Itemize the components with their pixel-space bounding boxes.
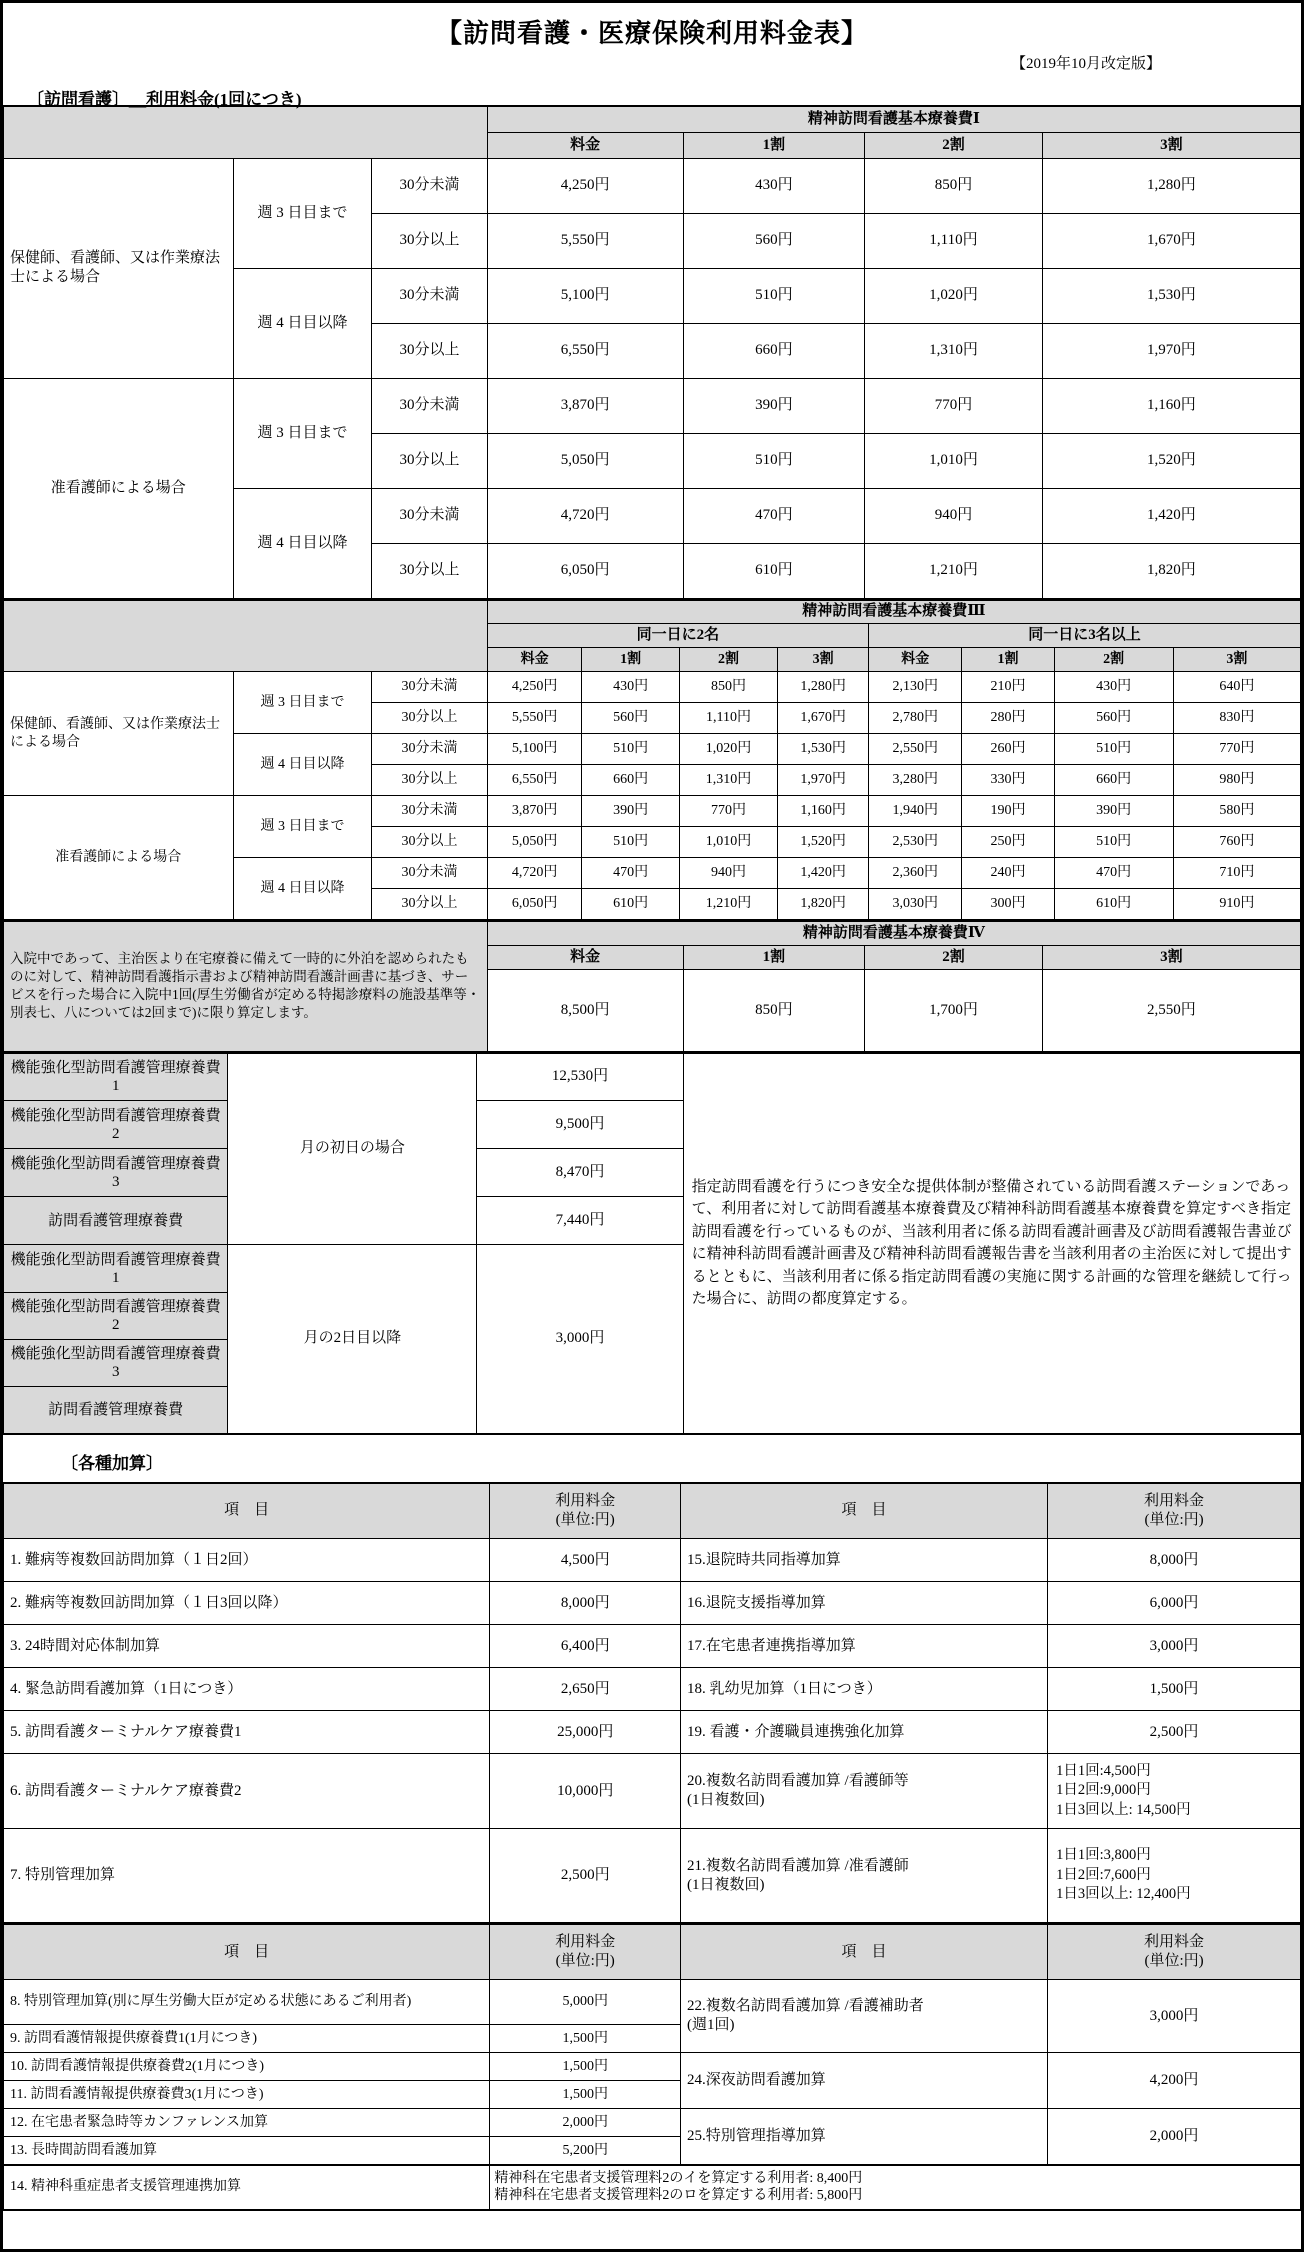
price-cell: 1,820円 [1042,543,1300,598]
item-price-cell [1048,1829,1301,1924]
mgmt-note-cell: 指定訪問看護を行うにつき安全な提供体制が整備されている訪問看護ステーションであって、利用者に対して訪問看護基本療養費及び精神科訪問看護基本療養費を算定すべき指定訪問看護を行っているものが、当該利用者に係る訪問看護計画書及び訪問看護報告書並びに精神科訪問看護計画書及び精神科訪問看護報告書を当該利用者の主治医に対して提出するとともに、当該利用者に係る指定訪問看護の実施に関する計画的な管理を継続して行った場合に、訪問の都度算定する。 [683,1053,1300,1434]
price-cell: 1,970円 [778,765,869,796]
price-cell: 1,010円 [679,827,778,858]
visit-fee-heading: 〔訪問看護〕＿利用料金(1回につき) [27,90,302,109]
price-cell: 300円 [962,889,1054,920]
price-cell: 510円 [582,734,679,765]
price-header-line1: 利用料金 [1144,1493,1205,1509]
price-cell: 6,550円 [487,765,582,796]
item-price-cell: 4,500円 [490,1539,681,1582]
duration-label: 30分以上 [372,703,487,734]
item-price-cell: 1,500円 [490,2081,681,2109]
price-cell: 6,050円 [487,889,582,920]
price-cell: 770円 [865,378,1043,433]
price-cell: 660円 [1054,765,1173,796]
price-cell: 3,870円 [487,378,683,433]
item-price-cell: 2,650円 [490,1668,681,1711]
price-cell: 190円 [962,796,1054,827]
item-name-cell: 1. 難病等複数回訪問加算（１日2回） [4,1539,490,1582]
price-header-line2: (単位:円) [1144,1511,1204,1528]
week-label: 週 3 日目まで [233,672,372,734]
price-cell: 6,550円 [487,323,683,378]
mgmt-period-label: 月の2日目以降 [228,1245,477,1434]
item-price-cell: 2,500円 [1048,1711,1301,1754]
kasan-heading: 〔各種加算〕 [61,1453,163,1473]
price-cell: 9,500円 [477,1101,683,1149]
price-cell: 2,780円 [869,703,962,734]
price-cell: 760円 [1173,827,1300,858]
price-cell: 510円 [582,827,679,858]
price-cell: 2,360円 [869,858,962,889]
price-cell: 510円 [1054,734,1173,765]
item-name-cell: 10. 訪問看護情報提供療養費2(1月につき) [4,2053,490,2081]
price-header-line2: (単位:円) [555,1511,615,1528]
table-seishin-4 [3,920,1301,1052]
price-cell: 510円 [1054,827,1173,858]
column-header-10pct: 1割 [962,648,1054,672]
price-line: 精神科在宅患者支援管理料2のイを算定する利用者: 8,400円 [494,2170,863,2186]
item-name-cell: 25.特別管理指導加算 [681,2109,1048,2165]
item-name-cell: 24.深夜訪問看護加算 [681,2053,1048,2109]
item-name-line: 22.複数名訪問看護加算 /看護補助者 [687,1998,924,2015]
price-cell: 430円 [1054,672,1173,703]
item-name-cell: 13. 長時間訪問看護加算 [4,2137,490,2165]
item-name-cell: 7. 特別管理加算 [4,1829,490,1924]
price-cell: 1,670円 [778,703,869,734]
price-cell: 1,530円 [778,734,869,765]
price-cell: 710円 [1173,858,1300,889]
price-cell: 1,520円 [1042,433,1300,488]
corner-blank-cell [4,600,488,672]
column-header-20pct: 2割 [1054,648,1173,672]
mgmt-label: 訪問看護管理療養費 [4,1387,228,1434]
price-cell: 910円 [1173,889,1300,920]
item-price-cell: 25,000円 [490,1711,681,1754]
price-cell: 1,020円 [679,734,778,765]
price-cell: 4,720円 [487,488,683,543]
price-cell: 1,010円 [865,433,1043,488]
duration-label: 30分未満 [372,734,487,765]
price-cell: 830円 [1173,703,1300,734]
column-header-20pct: 2割 [865,132,1043,158]
item-name-cell: 8. 特別管理加算(別に厚生労働大臣が定める状態にあるご利用者) [4,1980,490,2025]
duration-label: 30分以上 [372,889,487,920]
price-cell: 1,160円 [778,796,869,827]
price-cell: 1,210円 [679,889,778,920]
item-column-header: 項 目 [4,1924,490,1980]
price-cell: 850円 [679,672,778,703]
price-cell: 2,530円 [869,827,962,858]
staff-label: 保健師、看護師、又は作業療法士による場合 [4,158,234,378]
item-price-cell: 6,400円 [490,1625,681,1668]
item-price-cell: 2,000円 [1048,2109,1301,2165]
price-cell: 260円 [962,734,1054,765]
item-name-cell [681,1829,1048,1924]
price-cell: 8,500円 [487,969,683,1051]
column-header-30pct: 3割 [778,648,869,672]
price-cell: 1,420円 [1042,488,1300,543]
price-cell: 980円 [1173,765,1300,796]
price-cell: 610円 [1054,889,1173,920]
table-seishin-1 [3,105,1301,599]
price-cell: 12,530円 [477,1053,683,1101]
mgmt-label: 機能強化型訪問看護管理療養費1 [4,1053,228,1101]
item-name-cell: 18. 乳幼児加算（1日につき） [681,1668,1048,1711]
item-name-cell: 3. 24時間対応体制加算 [4,1625,490,1668]
price-cell: 1,530円 [1042,268,1300,323]
price-cell: 3,870円 [487,796,582,827]
duration-label: 30分以上 [372,213,487,268]
item-price-cell: 8,000円 [490,1582,681,1625]
price-cell: 1,520円 [778,827,869,858]
price-cell: 510円 [683,433,865,488]
price-line: 精神科在宅患者支援管理料2のロを算定する利用者: 5,800円 [494,2188,863,2203]
price-cell: 510円 [683,268,865,323]
item-price-cell: 5,200円 [490,2137,681,2165]
price-cell: 1,310円 [865,323,1043,378]
item-name-cell [681,1980,1048,2053]
price-cell: 2,130円 [869,672,962,703]
price-cell: 470円 [683,488,865,543]
price-cell: 1,280円 [778,672,869,703]
duration-label: 30分未満 [372,378,487,433]
price-cell: 660円 [582,765,679,796]
price-cell: 7,440円 [477,1197,683,1245]
item-name-line: 20.複数名訪問看護加算 /看護師等 [687,1773,909,1790]
price-cell: 940円 [865,488,1043,543]
item-price-cell: 3,000円 [1048,1625,1301,1668]
price-cell: 210円 [962,672,1054,703]
price-line: 1日3回以上: 14,500円 [1056,1801,1191,1818]
item-name-cell: 6. 訪問看護ターミナルケア療養費2 [4,1754,490,1829]
item-name-cell [681,1754,1048,1829]
staff-label: 保健師、看護師、又は作業療法士による場合 [4,672,234,796]
table-seishin-3 [3,599,1301,921]
item-name-line: 21.複数名訪問看護加算 /准看護師 [687,1857,909,1874]
price-cell: 1,700円 [865,969,1043,1051]
price-cell: 1,110円 [865,213,1043,268]
column-header-10pct: 1割 [582,648,679,672]
item-price-cell: 3,000円 [1048,1980,1301,2053]
week-label: 週 4 日目以降 [233,488,372,598]
corner-blank-cell [4,106,488,158]
table-title: 精神訪問看護基本療養費Ⅲ [487,600,1300,624]
mgmt-label: 機能強化型訪問看護管理療養費3 [4,1149,228,1197]
mgmt-label: 訪問看護管理療養費 [4,1197,228,1245]
item-price-cell: 8,000円 [1048,1539,1301,1582]
price-column-header [1048,1483,1301,1539]
price-cell: 1,820円 [778,889,869,920]
week-label: 週 3 日目まで [233,158,372,268]
price-cell: 5,050円 [487,827,582,858]
group-header-two: 同一日に2名 [487,624,868,648]
week-label: 週 4 日目以降 [233,268,372,378]
price-cell: 770円 [1173,734,1300,765]
price-cell: 6,050円 [487,543,683,598]
column-header-10pct: 1割 [683,132,865,158]
duration-label: 30分未満 [372,268,487,323]
item-price-cell: 6,000円 [1048,1582,1301,1625]
price-cell: 5,550円 [487,213,683,268]
price-cell: 850円 [683,969,865,1051]
table-title: 精神訪問看護基本療養費Ⅳ [487,921,1300,945]
item-name-cell: 19. 看護・介護職員連携強化加算 [681,1711,1048,1754]
price-cell: 850円 [865,158,1043,213]
item-name-cell: 11. 訪問看護情報提供療養費3(1月につき) [4,2081,490,2109]
price-cell: 1,970円 [1042,323,1300,378]
week-label: 週 3 日目まで [233,378,372,488]
price-header-line1: 利用料金 [555,1934,616,1951]
column-header-fee: 料金 [487,945,683,969]
revision-note: 【2019年10月改定版】 [1010,56,1161,72]
price-cell: 1,210円 [865,543,1043,598]
price-cell: 5,100円 [487,734,582,765]
price-cell: 430円 [582,672,679,703]
item-name-cell: 16.退院支援指導加算 [681,1582,1048,1625]
price-cell: 5,550円 [487,703,582,734]
week-label: 週 3 日目まで [233,796,372,858]
item-column-header: 項 目 [681,1483,1048,1539]
item-price-cell: 1,500円 [490,2025,681,2053]
duration-label: 30分未満 [372,158,487,213]
item-price-cell: 4,200円 [1048,2053,1301,2109]
column-header-fee: 料金 [487,648,582,672]
item-price-cell: 2,000円 [490,2109,681,2137]
price-cell: 4,250円 [487,672,582,703]
column-header-fee: 料金 [487,132,683,158]
price-cell: 560円 [1054,703,1173,734]
price-line: 1日3回以上: 12,400円 [1056,1886,1191,1903]
price-cell: 1,110円 [679,703,778,734]
duration-label: 30分以上 [372,543,487,598]
mgmt-label: 機能強化型訪問看護管理療養費1 [4,1245,228,1293]
page-title: 【訪問看護・医療保険利用料金表】 [435,19,868,48]
price-cell: 3,030円 [869,889,962,920]
column-header-30pct: 3割 [1042,945,1300,969]
price-cell: 430円 [683,158,865,213]
item-column-header: 項 目 [681,1924,1048,1980]
mgmt-label: 機能強化型訪問看護管理療養費2 [4,1293,228,1340]
price-cell: 470円 [1054,858,1173,889]
price-cell: 280円 [962,703,1054,734]
price-header-line1: 利用料金 [555,1493,616,1509]
item-price-cell: 5,000円 [490,1980,681,2025]
price-cell: 240円 [962,858,1054,889]
price-column-header [490,1483,681,1539]
item-name-cell: 2. 難病等複数回訪問加算（１日3回以降） [4,1582,490,1625]
item-name-cell: 17.在宅患者連携指導加算 [681,1625,1048,1668]
item-price-cell: 1,500円 [490,2053,681,2081]
duration-label: 30分以上 [372,827,487,858]
price-cell: 610円 [683,543,865,598]
price-column-header [490,1924,681,1980]
column-header-30pct: 3割 [1042,132,1300,158]
item-name-cell: 12. 在宅患者緊急時等カンファレンス加算 [4,2109,490,2137]
price-cell: 560円 [582,703,679,734]
item-name-cell: 9. 訪問看護情報提供療養費1(1月につき) [4,2025,490,2053]
price-cell: 1,020円 [865,268,1043,323]
week-label: 週 4 日目以降 [233,734,372,796]
price-cell: 2,550円 [1042,969,1300,1051]
duration-label: 30分未満 [372,488,487,543]
duration-label: 30分未満 [372,858,487,889]
price-cell: 3,000円 [477,1245,683,1434]
price-cell: 390円 [582,796,679,827]
mgmt-period-label: 月の初日の場合 [228,1053,477,1245]
price-cell: 390円 [1054,796,1173,827]
price-cell: 940円 [679,858,778,889]
staff-label: 准看護師による場合 [4,796,234,920]
price-column-header [1048,1924,1301,1980]
price-cell: 3,280円 [869,765,962,796]
item-price-cell [490,2165,1301,2210]
column-header-30pct: 3割 [1173,648,1300,672]
price-header-line2: (単位:円) [555,1953,615,1969]
group-header-three: 同一日に3名以上 [869,624,1301,648]
item-name-cell: 15.退院時共同指導加算 [681,1539,1048,1582]
duration-label: 30分以上 [372,323,487,378]
item-price-cell [1048,1754,1301,1829]
price-cell: 4,720円 [487,858,582,889]
week-label: 週 4 日目以降 [233,858,372,920]
item-name-cell: 4. 緊急訪問看護加算（1日につき） [4,1668,490,1711]
item-name-subline: (1日複数回) [687,1792,765,1808]
price-header-line1: 利用料金 [1144,1934,1205,1951]
duration-label: 30分以上 [372,765,487,796]
item-name-subline: (1日複数回) [687,1876,765,1893]
price-cell: 610円 [582,889,679,920]
price-cell: 250円 [962,827,1054,858]
column-header-fee: 料金 [869,648,962,672]
price-cell: 1,940円 [869,796,962,827]
price-cell: 770円 [679,796,778,827]
column-header-20pct: 2割 [865,945,1043,969]
staff-label: 准看護師による場合 [4,378,234,598]
note-cell: 入院中であって、主治医より在宅療養に備えて一時的に外泊を認められたものに対して、精神訪問看護指示書および精神訪問看護計画書に基づき、サービスを行った場合に入院中1回(厚生労働省が定める特掲診療料の施設基準等・別表七、八については2回まで)に限り算定します。 [4,921,488,1051]
item-column-header: 項 目 [4,1483,490,1539]
price-cell: 1,670円 [1042,213,1300,268]
price-cell: 8,470円 [477,1149,683,1197]
price-cell: 640円 [1173,672,1300,703]
price-cell: 5,050円 [487,433,683,488]
duration-label: 30分未満 [372,796,487,827]
page-header [3,3,1301,109]
item-name-subline: (週1回) [687,2017,735,2033]
price-cell: 390円 [683,378,865,433]
price-cell: 470円 [582,858,679,889]
price-cell: 660円 [683,323,865,378]
price-line: 1日1回:4,500円 [1056,1762,1151,1779]
price-line: 1日2回:9,000円 [1056,1782,1151,1799]
table-kasan [3,1482,1301,2250]
blank-row [4,2210,1301,2250]
table-management-fee [3,1052,1301,1435]
item-name-cell: 14. 精神科重症患者支援管理連携加算 [4,2165,490,2210]
price-cell: 560円 [683,213,865,268]
price-cell: 4,250円 [487,158,683,213]
price-cell: 2,550円 [869,734,962,765]
price-cell: 1,310円 [679,765,778,796]
item-name-cell: 5. 訪問看護ターミナルケア療養費1 [4,1711,490,1754]
price-line: 1日2回:7,600円 [1056,1866,1151,1883]
price-cell: 330円 [962,765,1054,796]
price-cell: 1,420円 [778,858,869,889]
column-header-20pct: 2割 [679,648,778,672]
price-cell: 580円 [1173,796,1300,827]
item-price-cell: 2,500円 [490,1829,681,1924]
item-price-cell: 1,500円 [1048,1668,1301,1711]
price-cell: 5,100円 [487,268,683,323]
item-price-cell: 10,000円 [490,1754,681,1829]
price-cell: 1,280円 [1042,158,1300,213]
mgmt-label: 機能強化型訪問看護管理療養費2 [4,1101,228,1149]
table-title: 精神訪問看護基本療養費Ⅰ [487,106,1300,132]
price-header-line2: (単位:円) [1144,1953,1204,1969]
price-line: 1日1回:3,800円 [1056,1847,1151,1864]
price-cell: 1,160円 [1042,378,1300,433]
mgmt-label: 機能強化型訪問看護管理療養費3 [4,1340,228,1387]
column-header-10pct: 1割 [683,945,865,969]
duration-label: 30分以上 [372,433,487,488]
duration-label: 30分未満 [372,672,487,703]
